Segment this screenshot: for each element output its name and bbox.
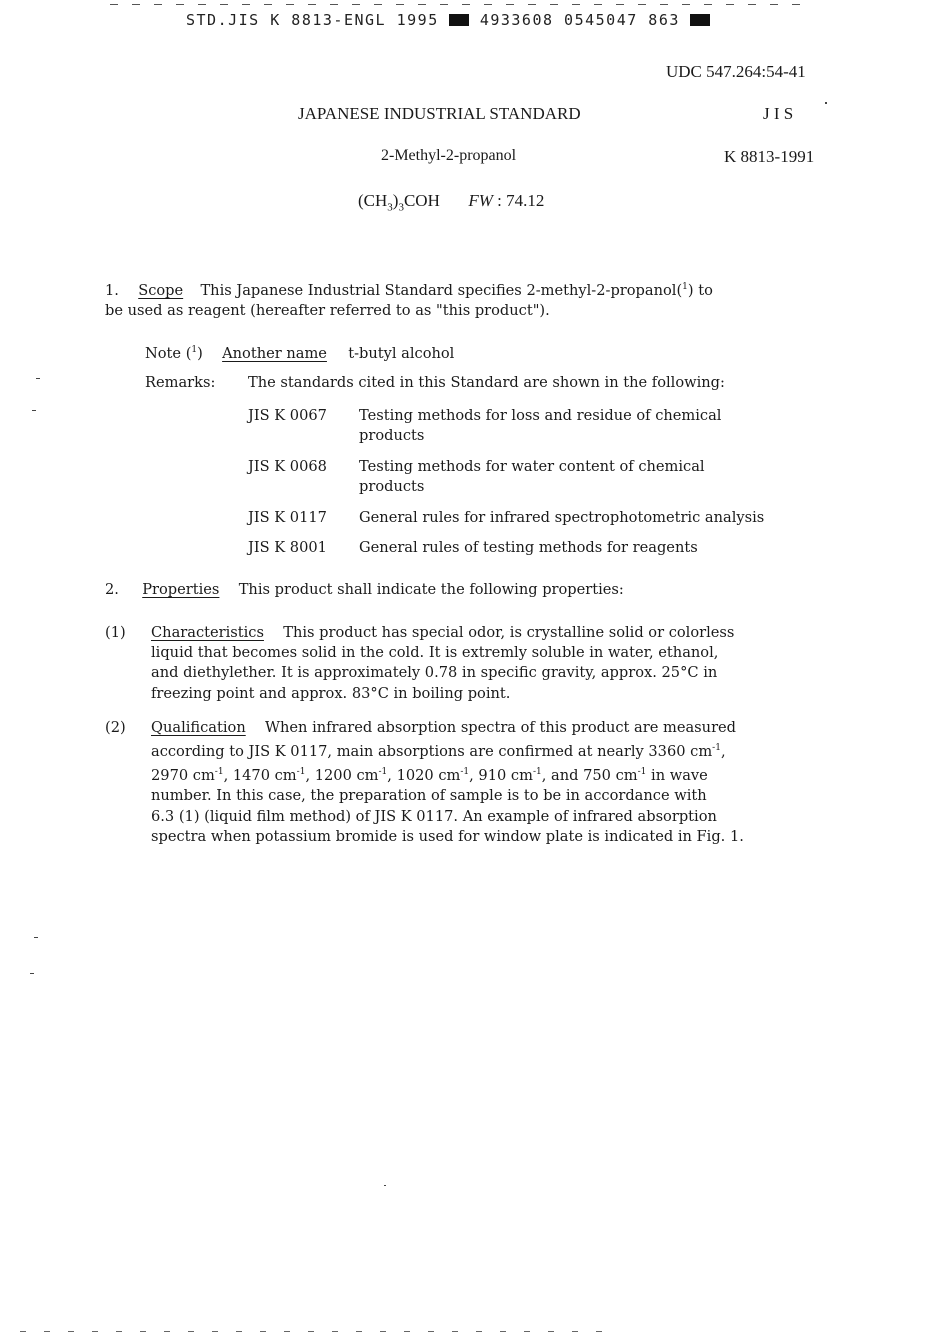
document-code-mid: 4933608 0545047 863 [479,11,680,29]
item-heading: Qualification [151,719,246,736]
reference-item: JIS K 0068 Testing methods for water content of chemical products [248,458,705,496]
standard-title: JAPANESE INDUSTRIAL STANDARD [298,104,581,123]
remarks-intro: The standards cited in this Standard are shown in the following: [248,374,725,391]
reference-code: JIS K 8001 [248,539,327,556]
section-heading: Scope [138,281,184,299]
item-number: (1) [105,624,126,641]
formula-weight-label: FW [468,191,493,210]
scan-artifact [384,1185,386,1186]
reference-code: JIS K 0117 [248,509,327,526]
item-number: (2) [105,719,126,736]
scan-artifact [36,378,40,379]
scan-artifact-line [20,1331,620,1332]
standard-number: K 8813-1991 [724,147,815,166]
redaction-block [690,14,710,26]
scan-artifact [32,410,36,411]
item-characteristics: Characteristics This product has special odor, is crystalline solid or colorless liquid that becomes solid in the cold. It is extremly soluble in water, ethanol, and diethylether. It is approximately 0.78 in specific gravity, approx. 25°C in freezing point and approx. 83°C in boiling point. [151,624,735,702]
section-properties: 2. Properties This product shall indicate the following properties: [105,581,624,598]
scan-artifact [825,102,827,104]
chemical-formula: $(CH_3)_3COH$ FW : 74.12 [358,191,545,214]
note-value: t-butyl alcohol [348,344,455,362]
section-scope: 1. Scope This Japanese Industrial Standard specifies 2-methyl-2-propanol($^1$) to be used as reagent (hereafter referred to as "this product"). [105,281,713,320]
document-code-header [186,11,710,29]
scan-artifact [34,937,38,938]
document-code-left: STD.JIS K 8813-ENGL 1995 [186,11,439,29]
reference-code: JIS K 0068 [248,458,327,475]
section-number: 1. [105,281,119,299]
reference-code: JIS K 0067 [248,407,327,424]
section-heading: Properties [142,581,220,598]
scan-artifact-line [110,4,810,5]
note-line: Note ($^1$) Another name t-butyl alcohol [145,344,455,362]
reference-title: General rules of testing methods for reagents [359,539,698,556]
reference-item [248,508,764,528]
reference-item: JIS K 0067 Testing methods for loss and residue of chemical products [248,407,722,445]
formula-weight-value: : 74.12 [497,191,545,210]
reference-title: General rules for infrared spectrophotometric analysis [359,509,765,526]
substance-name: 2-Methyl-2-propanol [381,147,517,164]
remarks-label: Remarks: [145,374,216,391]
udc-number: UDC 547.264:54-41 [666,62,806,81]
section-number: 2. [105,581,119,598]
redaction-block [449,14,469,26]
jis-label: J I S [763,104,794,123]
item-heading: Characteristics [151,624,264,641]
scan-artifact [30,973,34,974]
reference-item [248,538,698,558]
note-term: Another name [222,344,327,362]
item-qualification: Qualification When infrared absorption spectra of this product are measured according to JIS K 0117, main absorptions are confirmed at nearly 3360 $cm^{-1}$, 2970 $cm^{-1}$, 1470 $cm^{-1}$, 1200 $cm^{-1}$, 1020 $cm^{-1}$, 910 $cm^{-1}$, and 750 $cm^{-1}$ in wave number. In this case, the preparation of sample is to be in accordance with 6.3 (1) (liquid film method) of JIS K 0117. An example of infrared absorption spectra when potassium bromide is used for window plate is indicated in Fig. 1. [151,719,744,845]
reference-title: Testing methods for water content of chemical [359,458,705,475]
reference-title: Testing methods for loss and residue of chemical [359,407,722,424]
